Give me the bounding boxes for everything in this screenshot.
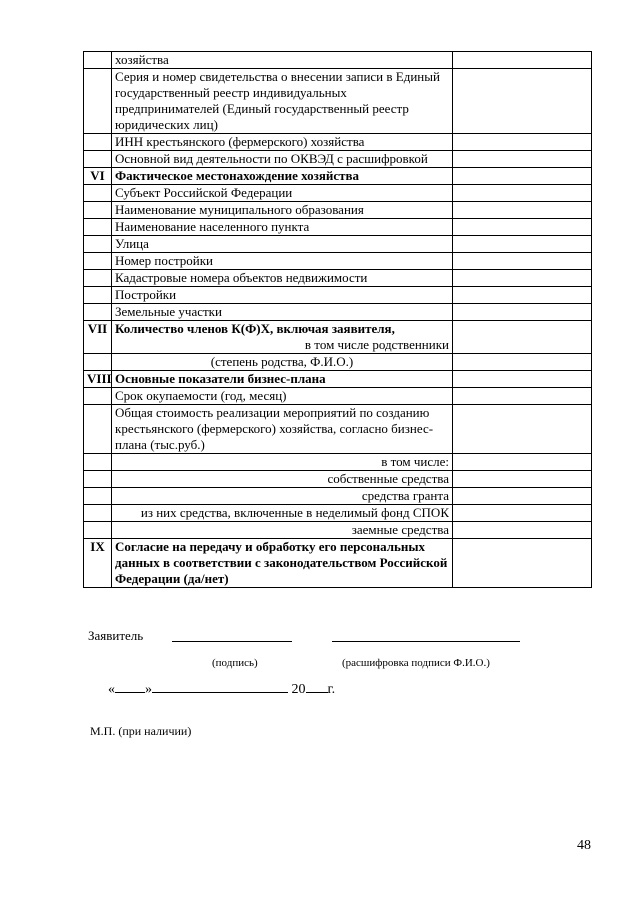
form-row (84, 488, 592, 505)
field-label (112, 321, 453, 354)
section-number (84, 52, 112, 69)
applicant-label: Заявитель (88, 628, 144, 643)
field-value-cell[interactable] (453, 371, 592, 388)
form-row (84, 388, 592, 405)
form-row (84, 505, 592, 522)
stamp-note: М.П. (при наличии) (90, 724, 192, 738)
date-year-line[interactable] (306, 681, 328, 693)
date-close-quote: » (145, 682, 152, 697)
section-number (84, 405, 112, 454)
form-row (84, 539, 592, 588)
section-number (84, 454, 112, 471)
field-value-cell[interactable] (453, 539, 592, 588)
date-open-quote: « (108, 682, 115, 697)
section-number: IX (84, 539, 112, 588)
section-number: VIII (84, 371, 112, 388)
form-row (84, 354, 592, 371)
field-label: в том числе: (112, 454, 453, 471)
field-label: Кадастровые номера объектов недвижимости (112, 270, 453, 287)
field-label: Основной вид деятельности по ОКВЭД с расшифровкой (112, 151, 453, 168)
field-label: (степень родства, Ф.И.О.) (112, 354, 453, 371)
section-number (84, 471, 112, 488)
field-value-cell[interactable] (453, 321, 592, 354)
field-label: Наименование населенного пункта (112, 219, 453, 236)
signature-decode-caption: (расшифровка подписи Ф.И.О.) (342, 657, 490, 669)
section-number (84, 354, 112, 371)
form-row (84, 471, 592, 488)
field-value-cell[interactable] (453, 287, 592, 304)
form-row (84, 253, 592, 270)
field-label-subline: в том числе родственники (304, 337, 449, 352)
section-number (84, 304, 112, 321)
form-row (84, 304, 592, 321)
field-label: Улица (112, 236, 453, 253)
form-row (84, 236, 592, 253)
form-row (84, 219, 592, 236)
date-day-line[interactable] (115, 681, 145, 693)
field-value-cell[interactable] (453, 134, 592, 151)
applicant-row (88, 628, 143, 644)
form-row (84, 270, 592, 287)
form-row (84, 168, 592, 185)
field-label: хозяйства (112, 52, 453, 69)
section-number (84, 236, 112, 253)
field-label-line: Количество членов К(Ф)Х, включая заявителя, (115, 321, 395, 336)
field-value-cell[interactable] (453, 505, 592, 522)
field-value-cell[interactable] (453, 151, 592, 168)
form-row (84, 52, 592, 69)
field-label: Земельные участки (112, 304, 453, 321)
section-number: VII (84, 321, 112, 354)
section-number (84, 253, 112, 270)
field-label: Фактическое местонахождение хозяйства (112, 168, 453, 185)
field-value-cell[interactable] (453, 52, 592, 69)
section-number (84, 488, 112, 505)
field-label: заемные средства (112, 522, 453, 539)
field-value-cell[interactable] (453, 236, 592, 253)
field-value-cell[interactable] (453, 69, 592, 134)
field-label: Общая стоимость реализации мероприятий по созданию крестьянского (фермерского) хозяйства, согласно бизнес-плана (тыс.руб.) (112, 405, 453, 454)
section-number (84, 185, 112, 202)
field-label: Постройки (112, 287, 453, 304)
page-number: 48 (577, 838, 591, 853)
field-value-cell[interactable] (453, 219, 592, 236)
signature-decode-line[interactable] (332, 630, 520, 642)
signature-caption: (подпись) (212, 657, 258, 669)
section-number (84, 219, 112, 236)
field-value-cell[interactable] (453, 270, 592, 287)
form-row (84, 321, 592, 354)
section-number (84, 270, 112, 287)
field-label: Субъект Российской Федерации (112, 185, 453, 202)
date-month-line[interactable] (152, 681, 288, 693)
form-row (84, 151, 592, 168)
field-label: Серия и номер свидетельства о внесении записи в Единый государственный реестр индивидуальных предпринимателей (Единый государственный реестр юридических лиц) (112, 69, 453, 134)
field-label: Срок окупаемости (год, месяц) (112, 388, 453, 405)
section-number (84, 134, 112, 151)
field-value-cell[interactable] (453, 488, 592, 505)
form-row (84, 287, 592, 304)
field-value-cell[interactable] (453, 471, 592, 488)
form-row (84, 69, 592, 134)
section-number (84, 287, 112, 304)
field-label: из них средства, включенные в неделимый фонд СПОК (112, 505, 453, 522)
form-row (84, 405, 592, 454)
field-label: Номер постройки (112, 253, 453, 270)
field-label: ИНН крестьянского (фермерского) хозяйства (112, 134, 453, 151)
field-label: Согласие на передачу и обработку его персональных данных в соответствии с законодательством Российской Федерации (да/нет) (112, 539, 453, 588)
field-value-cell[interactable] (453, 405, 592, 454)
section-number (84, 69, 112, 134)
field-label: средства гранта (112, 488, 453, 505)
field-value-cell[interactable] (453, 454, 592, 471)
section-number (84, 505, 112, 522)
field-value-cell[interactable] (453, 304, 592, 321)
section-number (84, 522, 112, 539)
form-row (84, 134, 592, 151)
field-label: собственные средства (112, 471, 453, 488)
field-value-cell[interactable] (453, 202, 592, 219)
section-number (84, 202, 112, 219)
form-row (84, 202, 592, 219)
section-number: VI (84, 168, 112, 185)
section-number (84, 388, 112, 405)
field-value-cell[interactable] (453, 185, 592, 202)
field-label: Основные показатели бизнес-плана (112, 371, 453, 388)
application-form-table (83, 51, 592, 588)
field-value-cell[interactable] (453, 168, 592, 185)
form-row (84, 454, 592, 471)
field-value-cell[interactable] (453, 388, 592, 405)
year-suffix: г. (327, 682, 336, 697)
signature-line[interactable] (172, 630, 292, 642)
field-value-cell[interactable] (453, 253, 592, 270)
year-prefix: 20 (291, 682, 306, 697)
field-value-cell[interactable] (453, 522, 592, 539)
form-row (84, 185, 592, 202)
section-number (84, 151, 112, 168)
field-label: Наименование муниципального образования (112, 202, 453, 219)
field-value-cell[interactable] (453, 354, 592, 371)
form-row (84, 371, 592, 388)
date-row (108, 681, 335, 698)
form-row (84, 522, 592, 539)
